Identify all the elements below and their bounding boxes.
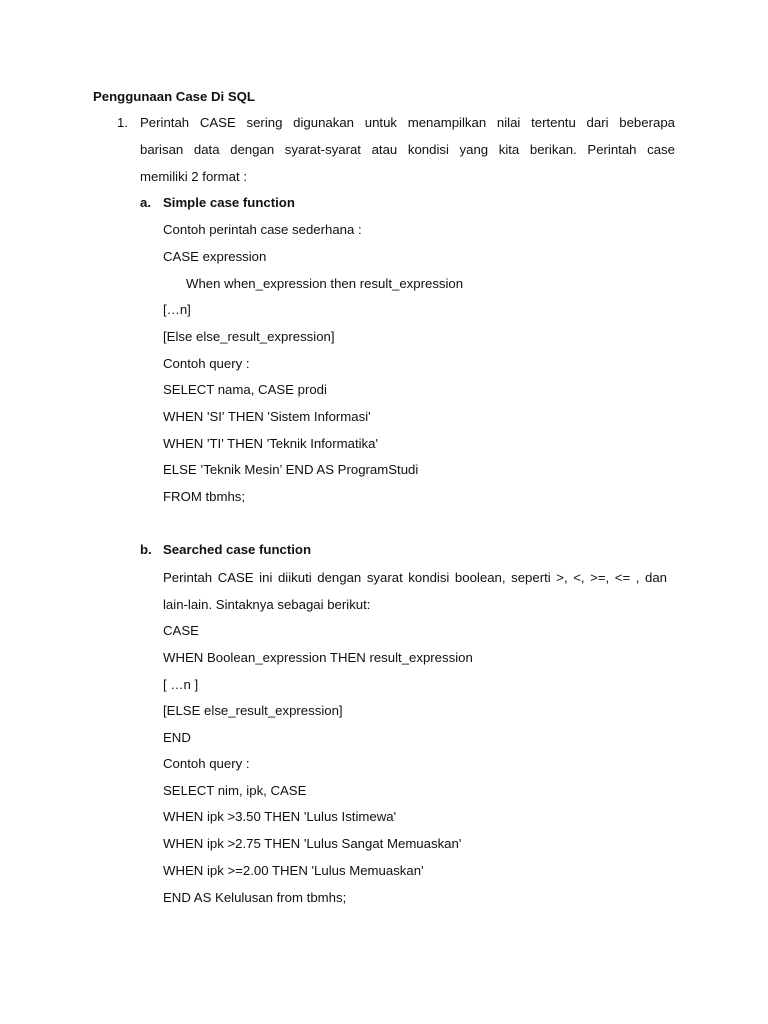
code-line: CASE expression <box>163 249 267 264</box>
paragraph-line: Perintah CASE sering digunakan untuk menampilkan nilai tertentu dari beberapa <box>140 115 675 130</box>
code-line: […n] <box>163 302 191 317</box>
list-number: 1. <box>117 115 128 130</box>
paragraph-line: memiliki 2 format : <box>140 169 247 184</box>
code-line: FROM tbmhs; <box>163 489 246 504</box>
text-line: Contoh perintah case sederhana : <box>163 222 362 237</box>
paragraph-line: barisan data dengan syarat-syarat atau kondisi yang kita berikan. Perintah case <box>140 142 675 157</box>
section-a-heading: Simple case function <box>163 195 295 210</box>
code-line: SELECT nama, CASE prodi <box>163 382 327 397</box>
section-a-letter: a. <box>140 195 151 210</box>
code-line: WHEN 'TI' THEN 'Teknik Informatika' <box>163 436 379 451</box>
code-line: When when_expression then result_expression <box>186 276 464 291</box>
page-title: Penggunaan Case Di SQL <box>93 89 255 104</box>
code-line: WHEN 'SI' THEN 'Sistem Informasi' <box>163 409 371 424</box>
code-line: WHEN Boolean_expression THEN result_expression <box>163 650 473 665</box>
text-line: lain-lain. Sintaknya sebagai berikut: <box>163 597 371 612</box>
text-line: Perintah CASE ini diikuti dengan syarat kondisi boolean, seperti >, <, >=, <= , dan <box>163 570 667 585</box>
code-line: [ …n ] <box>163 677 199 692</box>
code-line: [Else else_result_expression] <box>163 329 335 344</box>
section-b-letter: b. <box>140 542 152 557</box>
code-line: ELSE ’Teknik Mesin’ END AS ProgramStudi <box>163 462 419 477</box>
code-line: WHEN ipk >=2.00 THEN 'Lulus Memuaskan' <box>163 863 424 878</box>
code-line: CASE <box>163 623 199 638</box>
text-line: Contoh query : <box>163 356 250 371</box>
code-line: WHEN ipk >3.50 THEN 'Lulus Istimewa' <box>163 809 397 824</box>
code-line: END AS Kelulusan from tbmhs; <box>163 890 347 905</box>
section-b-heading: Searched case function <box>163 542 312 557</box>
code-line: END <box>163 730 191 745</box>
code-line: SELECT nim, ipk, CASE <box>163 783 307 798</box>
text-line: Contoh query : <box>163 756 250 771</box>
code-line: WHEN ipk >2.75 THEN 'Lulus Sangat Memuaskan' <box>163 836 462 851</box>
code-line: [ELSE else_result_expression] <box>163 703 343 718</box>
